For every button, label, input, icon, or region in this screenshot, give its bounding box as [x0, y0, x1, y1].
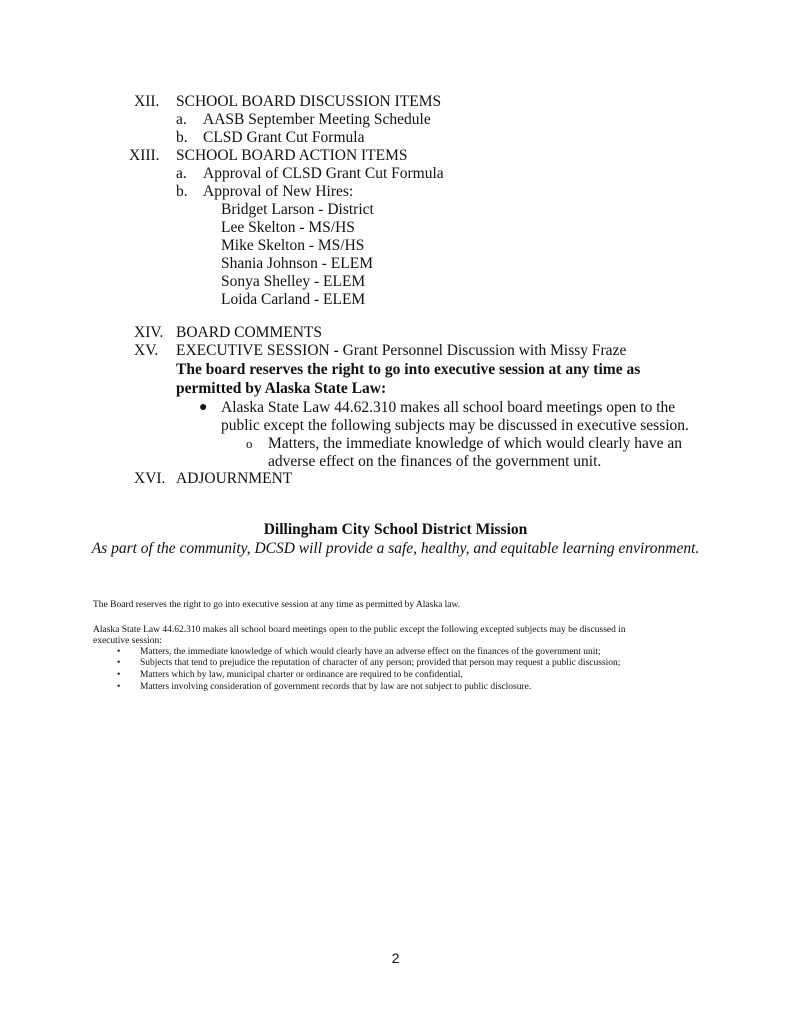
section-number: XIII. — [129, 147, 160, 164]
item-letter: a. — [176, 165, 187, 182]
bullet-icon: • — [117, 647, 121, 657]
page-number: 2 — [391, 950, 400, 966]
item-text: Approval of CLSD Grant Cut Formula — [203, 165, 444, 182]
reserve-note: The Board reserves the right to go into executive session at any time as permitted by Alaska law. — [93, 600, 461, 610]
item-text: AASB September Meeting Schedule — [203, 111, 431, 128]
bullet-icon: ● — [199, 400, 208, 415]
law-text-continued: executive session: — [93, 636, 162, 646]
section-title: EXECUTIVE SESSION - Grant Personnel Discussion with Missy Fraze — [176, 342, 627, 359]
section-title: BOARD COMMENTS — [176, 324, 322, 341]
section-title: SCHOOL BOARD DISCUSSION ITEMS — [176, 93, 442, 110]
item-text: Approval of New Hires: — [203, 183, 354, 200]
section-number: XII. — [134, 93, 160, 110]
item-letter: b. — [176, 183, 188, 200]
circle-bullet-icon: o — [246, 436, 253, 451]
section-title: SCHOOL BOARD ACTION ITEMS — [176, 147, 408, 164]
section-title: ADJOURNMENT — [176, 470, 293, 487]
item-letter: b. — [176, 129, 188, 146]
document-page: XII. SCHOOL BOARD DISCUSSION ITEMS a. AASB September Meeting Schedule b. CLSD Grant Cut Formula XIII. SCHOOL BOARD ACTION ITEMS a. Approval of CLSD Grant Cut Formula b. Approval of New Hires: Bridget Larson - District Lee Skelton - MS/HS Mike Skelton - MS/HS Shania Johnson - ELEM Sonya Shelley - ELEM Loida Carland - ELEM XIV. BOARD COMMENTS XV. EXECUTIVE SESSION - Grant Personnel Discussion with Missy Fraze The board reserves the right to go into executive session at any time as permitted by Alaska State Law: ● Alaska State Law 44.62.310 makes all school board meetings open to the public except the following subjects may be discussed in executive session. o Matters, the immediate knowledge of which would clearly have an adverse effect on the finances of the government unit. XVI. ADJOURNMENT Dillingham City School District Mission As part of the community, DCSD will provide a safe, healthy, and equitable learning environment. The Board reserves the right to go into executive session at any time as permitted by Alaska law. Alaska State Law 44.62.310 makes all school board meetings open to the public except the following excepted subjects may be discussed in executive session: • Matters, the immediate knowledge of which would clearly have an adverse effect on the finances of the government unit; • Subjects that tend to prejudice the reputation of character of any person; provided that person may request a public discussion; • Matters which by law, municipal charter or ordinance are required to be confidential, • Matters involving consideration of government records that by law are not subject to public disclosure. 2 — [0, 0, 791, 1024]
mission-statement: As part of the community, DCSD will provide a safe, healthy, and equitable learning environment. — [91, 540, 700, 557]
mission-title: Dillingham City School District Mission — [263, 521, 528, 538]
section-number: XIV. — [134, 324, 164, 341]
section-number: XVI. — [134, 470, 166, 487]
bullet-icon: • — [117, 670, 121, 680]
item-text: CLSD Grant Cut Formula — [203, 129, 365, 146]
section-number: XV. — [134, 342, 159, 359]
law-text: Alaska State Law 44.62.310 makes all school board meetings open to the public except the following excepted subjects may be discussed in — [93, 625, 626, 635]
bullet-icon: • — [117, 658, 121, 668]
item-letter: a. — [176, 111, 187, 128]
bullet-icon: • — [117, 682, 121, 692]
